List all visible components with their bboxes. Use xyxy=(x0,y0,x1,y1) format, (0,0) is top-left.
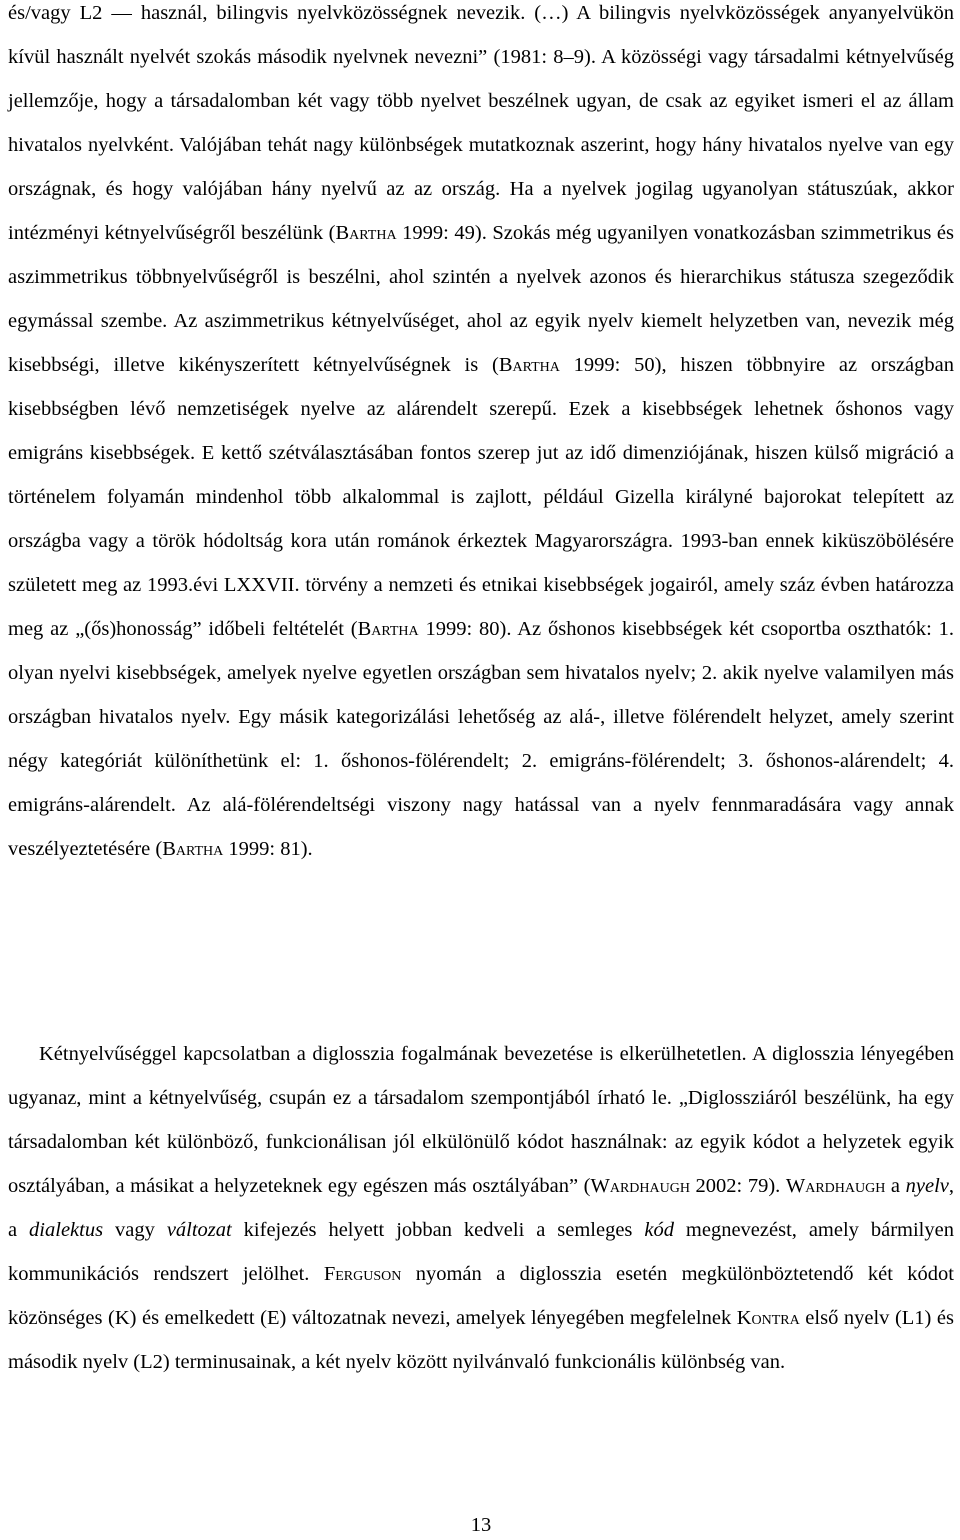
paragraph2-segment: kifejezés helyett jobban kedveli a semleges xyxy=(231,1219,645,1241)
paragraph1-segment: Bartha xyxy=(162,838,224,860)
paragraph2-segment: Ferguson xyxy=(323,1263,402,1285)
paragraph1-segment: 1999: 80). Az őshonos kisebbségek két csoportba oszthatók: 1. olyan nyelvi kisebbségek, amelyek nyelve egyetlen országban sem hivatalos nyelv; 2. akik nyelve valamilyen más országban hivatalos nyelv. Egy másik kategorizálási lehetőség az alá-, illetve fölérendelt helyzet, amely szerint négy kategóriát különíthetünk el: 1. őshonos-fölérendelt; 2. emigráns-fölérendelt; 3. őshonos-alárendelt; 4. emigráns-alárendelt. Az alá-fölérendeltségi viszony nagy hatással van a nyelv fennmaradására vagy annak veszélyeztetésére ( xyxy=(8,618,955,860)
paragraph1-segment: 1999: 50), hiszen többnyire az országban kisebbségben lévő nemzetiségek nyelve az alárendelt szerepű. Ezek a kisebbségek lehetnek őshonos vagy emigráns kisebbségek. E kettő szétválasztásában fontos szerep jut az idő dimenziójának, hiszen külső migráció a történelem folyamán mindenhol több alkalommal is zajlott, például Gizella királyné bajorokat telepített az országba vagy a török hódoltság kora után románok érkeztek Magyarországra. 1993-ban ennek kiküszöbölésére született meg az 1993.évi LXXVII. törvény a nemzeti és etnikai kisebbségek jogairól, amely száz évben határozza meg az „(ős)honosság” időbeli feltételét ( xyxy=(8,354,955,640)
paragraph1-segment: Bartha xyxy=(498,354,560,376)
paragraph2-segment: vagy xyxy=(103,1219,167,1241)
paragraph2-segment: kód xyxy=(644,1219,674,1241)
paragraph2-segment: , a xyxy=(8,1175,954,1241)
paragraph2-segment: első nyelv (L1) és második nyelv (L2) terminusainak, a két nyelv között nyilvánvaló funkcionális különbség van. xyxy=(8,1307,954,1373)
paragraph2-segment: nyomán a diglosszia esetén megkülönböztetendő két kódot közönséges (K) és emelkedett (E) változatnak nevezi, amelyek lényegében megfelelnek xyxy=(8,1263,954,1329)
paragraph2-segment: dialektus xyxy=(29,1219,104,1241)
paragraph1-segment: 1999: 81). xyxy=(223,838,313,860)
paragraph1-segment: 1999: 49). Szokás még ugyanilyen vonatkozásban szimmetrikus és aszimmetrikus többnyelvűségről is beszélni, ahol szintén a nyelvek azonos és hierarchikus státusza szegeződik egymással szembe. Az aszimmetrikus kétnyelvűséget, ahol az egyik nyelv kiemelt helyzetben van, nevezik még kisebbségi, illetve kikényszerített kétnyelvűségnek is ( xyxy=(8,222,954,376)
paragraph2-segment: 2002: 79). xyxy=(689,1175,786,1197)
paragraph1-segment: Bartha xyxy=(357,618,419,640)
paragraph-diglossia xyxy=(8,1032,954,1384)
paragraph2-segment: Kontra xyxy=(736,1307,800,1329)
paragraph2-segment: Wardhaugh xyxy=(590,1175,690,1197)
paragraph2-segment: változat xyxy=(166,1219,232,1241)
paragraph2-segment: Wardhaugh xyxy=(785,1175,886,1197)
paragraph-bilingualism xyxy=(8,0,954,871)
paragraph2-segment: Kétnyelvűséggel kapcsolatban a diglosszia fogalmának bevezetése is elkerülhetetlen. A diglosszia lényegében ugyanaz, mint a kétnyelvűség, csupán ez a társadalom szempontjából írható le. „Diglossziáról beszélünk, ha egy társadalomban két különböző, funkcionálisan jól elkülönülő kódot használnak: az egyik kódot a helyzetek egyik osztályában, a másikat a helyzeteknek egy egészen más osztályában” ( xyxy=(8,1043,954,1197)
paragraph1-segment: Bartha xyxy=(335,222,397,244)
paragraph2-segment: nyelv xyxy=(905,1175,949,1197)
document-page xyxy=(8,0,954,1537)
paragraph2-segment: megnevezést, amely bármilyen kommunikációs rendszert jelölhet. xyxy=(8,1219,954,1285)
paragraph1-segment: és/vagy L2 — használ, bilingvis nyelvközösségnek nevezik. (…) A bilingvis nyelvközösségek anyanyelvükön kívül használt nyelvét szokás második nyelvnek nevezni” (1981: 8–9). A közösségi vagy társadalmi kétnyelvűség jellemzője, hogy a társadalomban két vagy több nyelvet beszélnek ugyan, de csak az egyiket ismeri el az állam hivatalos nyelvként. Valójában tehát nagy különbségek mutatkoznak aszerint, hogy hány hivatalos nyelve van egy országnak, és hogy valójában hány nyelvű az az ország. Ha a nyelvek jogilag ugyanolyan státuszúak, akkor intézményi kétnyelvűségről beszélünk ( xyxy=(8,2,954,244)
page-number: 13 xyxy=(470,1514,492,1536)
paragraph2-segment: a xyxy=(885,1175,906,1197)
